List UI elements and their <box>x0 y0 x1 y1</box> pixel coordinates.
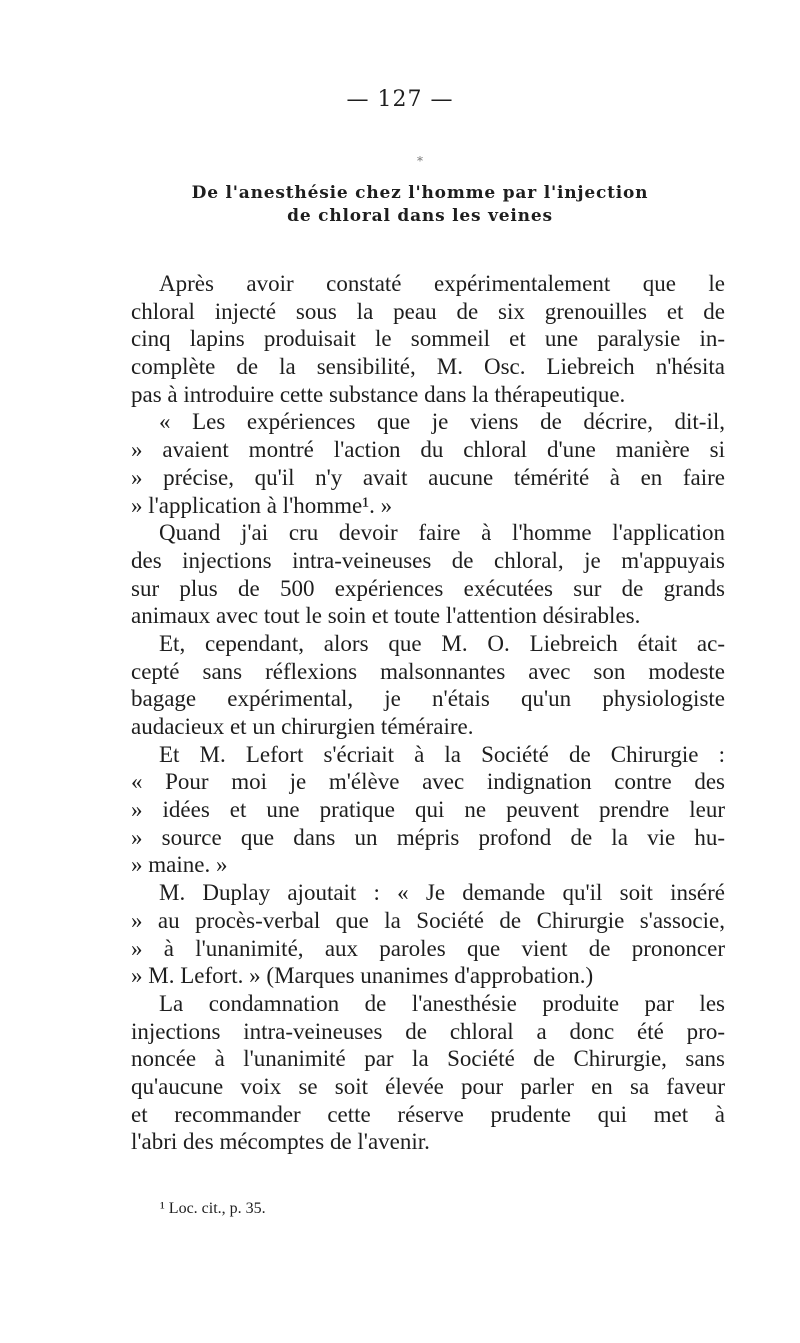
text-line: audacieux et un chirurgien téméraire. <box>131 714 474 739</box>
text-line: qu'aucune voix se soit élevée pour parler en sa faveur <box>131 1073 725 1099</box>
text-line: complète de la sensibilité, M. Osc. Liebreich n'hésita <box>131 354 725 380</box>
text-line: » maine. » <box>131 852 228 878</box>
text-line: La condamnation de l'anesthésie produite par les <box>159 990 725 1016</box>
ornament-mark: * <box>417 154 423 168</box>
text-line: cepté sans réflexions malsonnantes avec son modeste <box>131 658 725 684</box>
text-line: chloral injecté sous la peau de six grenouilles et de <box>131 298 725 324</box>
section-heading-line-1: De l'anesthésie chez l'homme par l'injection <box>191 183 649 203</box>
footnote: ¹ Loc. cit., p. 35. <box>160 1200 266 1217</box>
text-line: « Les expériences que je viens de décrire, dit-il, <box>159 409 725 435</box>
text-line: M. Duplay ajoutait : « Je demande qu'il soit inséré <box>159 880 725 906</box>
text-line: » l'application à l'homme¹. » <box>131 492 393 518</box>
text-line: Après avoir constaté expérimentalement que le <box>159 271 725 296</box>
section-heading-line-2: de chloral dans les veines <box>287 206 553 226</box>
text-line: pas à introduire cette substance dans la thérapeutique. <box>131 381 626 407</box>
text-line: » idées et une pratique qui ne peuvent prendre leur <box>131 797 725 823</box>
text-line: l'abri des mécomptes de l'avenir. <box>131 1129 430 1155</box>
text-line: » précise, qu'il n'y avait aucune témérité à en faire <box>131 464 725 490</box>
text-line: cinq lapins produisait le sommeil et une paralysie in- <box>131 326 725 352</box>
section-heading <box>130 182 710 228</box>
text-line: Et M. Lefort s'écriait à la Société de Chirurgie : <box>159 741 725 767</box>
text-line: bagage expérimental, je n'étais qu'un physiologiste <box>131 686 725 712</box>
text-line: » avaient montré l'action du chloral d'une manière si <box>131 437 725 463</box>
text-line: Quand j'ai cru devoir faire à l'homme l'application <box>159 520 725 546</box>
page-number: — 127 — <box>346 87 454 112</box>
text-line: » M. Lefort. » (Marques unanimes d'approbation.) <box>131 963 594 989</box>
text-line: » à l'unanimité, aux paroles que vient de prononcer <box>131 935 725 961</box>
text-line: » source que dans un mépris profond de la vie hu- <box>131 824 725 850</box>
text-line: » au procès-verbal que la Société de Chirurgie s'associe, <box>131 907 725 933</box>
text-line: Et, cependant, alors que M. O. Liebreich était ac- <box>159 630 725 656</box>
text-line: noncée à l'unanimité par la Société de Chirurgie, sans <box>131 1046 725 1072</box>
text-line: « Pour moi je m'élève avec indignation contre des <box>131 769 725 795</box>
text-line: injections intra-veineuses de chloral a donc été pro- <box>131 1018 725 1044</box>
body-text <box>131 270 725 1156</box>
text-line: animaux avec tout le soin et toute l'attention désirables. <box>131 603 641 629</box>
text-line: et recommander cette réserve prudente qui met à <box>131 1101 725 1127</box>
text-line: des injections intra-veineuses de chloral, je m'appuyais <box>131 547 725 573</box>
text-line: sur plus de 500 expériences exécutées sur de grands <box>131 575 725 601</box>
